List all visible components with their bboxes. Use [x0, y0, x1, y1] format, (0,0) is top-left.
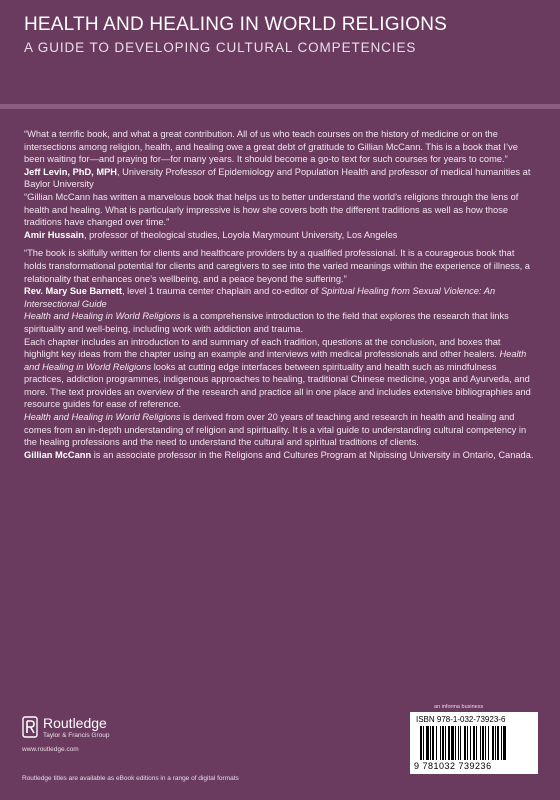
barcode-bars: [420, 726, 528, 760]
description-text: Each chapter includes an introduction to and summary of each tradition, questions at the conclusion, and boxes that highlight key ideas from the chapter using an example and interviews with medical professionals and other healers.: [24, 336, 501, 360]
description-paragraph: [24, 336, 536, 412]
endorser-name: Jeff Levin, PhD, MPH: [24, 166, 117, 177]
endorsement-quote: “Gillian McCann has written a marvelous book that helps us to better understand the world’s religions through the lens of health and healing. What is particularly impressive is how she covers both the different traditions as well as how those traditions have changed over time.”: [24, 191, 519, 228]
endorsement-attribution: [24, 285, 536, 310]
endorser-name: Rev. Mary Sue Barnett: [24, 286, 122, 297]
book-subtitle: A GUIDE TO DEVELOPING CULTURAL COMPETENCIES: [24, 40, 417, 55]
endorsement-quote: “What a terrific book, and what a great contribution. All of us who teach courses on the history of medicine or on the intersections among religion, health, and healing owe a great debt of gratitude to Gillian McCann. This is a book that I’ve been waiting for—and praying for—for many years. It should become a go-to text for such courses for years to come.”: [24, 129, 518, 165]
description-text: is derived from over 20 years of teaching and research in health and healing and comes from an in-depth understanding of religion and spirituality. It is a vital guide to understanding cultural competency in the healing professions and the need to understand the cultural and spiritual traditions of clients.: [24, 412, 527, 448]
back-cover-text: [24, 128, 536, 461]
endorser-book-title: Spiritual Healing from Sexual Violence: An Intersectional Guide: [24, 286, 496, 309]
description-paragraph: [24, 310, 536, 335]
publisher-group: Taylor & Francis Group: [43, 732, 110, 739]
ebook-note: Routledge titles are available as eBook editions in a range of digital formats: [22, 775, 239, 782]
barcode: [410, 712, 538, 774]
endorser-affiliation: , professor of theological studies, Loyola Marymount University, Los Angeles: [83, 229, 398, 240]
endorsement-attribution: [24, 229, 536, 242]
book-title-italic: Health and Healing in World Religions: [24, 412, 181, 423]
author-name: Gillian McCann: [24, 449, 92, 460]
publisher-name: Routledge: [43, 715, 107, 731]
routledge-logo-icon: [22, 716, 38, 738]
decorative-band: [0, 104, 560, 109]
barcode-digits: 9 781032 739236: [414, 761, 492, 771]
isbn-label: ISBN 978-1-032-73923-6: [416, 715, 506, 724]
publisher-url: www.routledge.com: [22, 746, 79, 753]
description-paragraph: [24, 411, 536, 449]
author-bio: [24, 449, 536, 462]
book-title-italic: Health and Healing in World Religions: [24, 349, 527, 372]
book-title: HEALTH AND HEALING IN WORLD RELIGIONS: [24, 14, 448, 35]
author-bio-text: is an associate professor in the Religions and Cultures Program at Nipissing University in Ontario, Canada.: [91, 449, 534, 460]
endorsement-quote: “The book is skilfully written for clients and healthcare providers by a qualified professional. It is a courageous book that holds transformational potential for clients and caregivers to see into the varied meanings within the experience of illness, a relationality that enhances one’s wellbeing, and a peace beyond the suffering.”: [24, 248, 530, 284]
book-title-italic: Health and Healing in World Religions: [24, 311, 181, 322]
informa-label: an informa business: [434, 704, 484, 710]
description-text: is a comprehensive introduction to the field that explores the research that links spirituality and well-being, including work with addiction and trauma.: [24, 311, 509, 334]
endorsement-attribution: [24, 166, 536, 191]
endorser-name: Amir Hussain: [24, 229, 84, 240]
endorser-affiliation: , University Professor of Epidemiology and Population Health and professor of medical humanities at Baylor University: [24, 166, 531, 190]
endorser-affiliation: , level 1 trauma center chaplain and co-editor of: [122, 286, 321, 297]
description-text: looks at cutting edge interfaces between spirituality and health such as mindfulness practices, addiction programmes, indigenous approaches to healing, traditional Chinese medicine, yoga and Ayurveda, and more. The text provides an overview of the research and practice all in one place and includes extensive bibliographies and resource guides for ease of reference.: [24, 361, 531, 410]
